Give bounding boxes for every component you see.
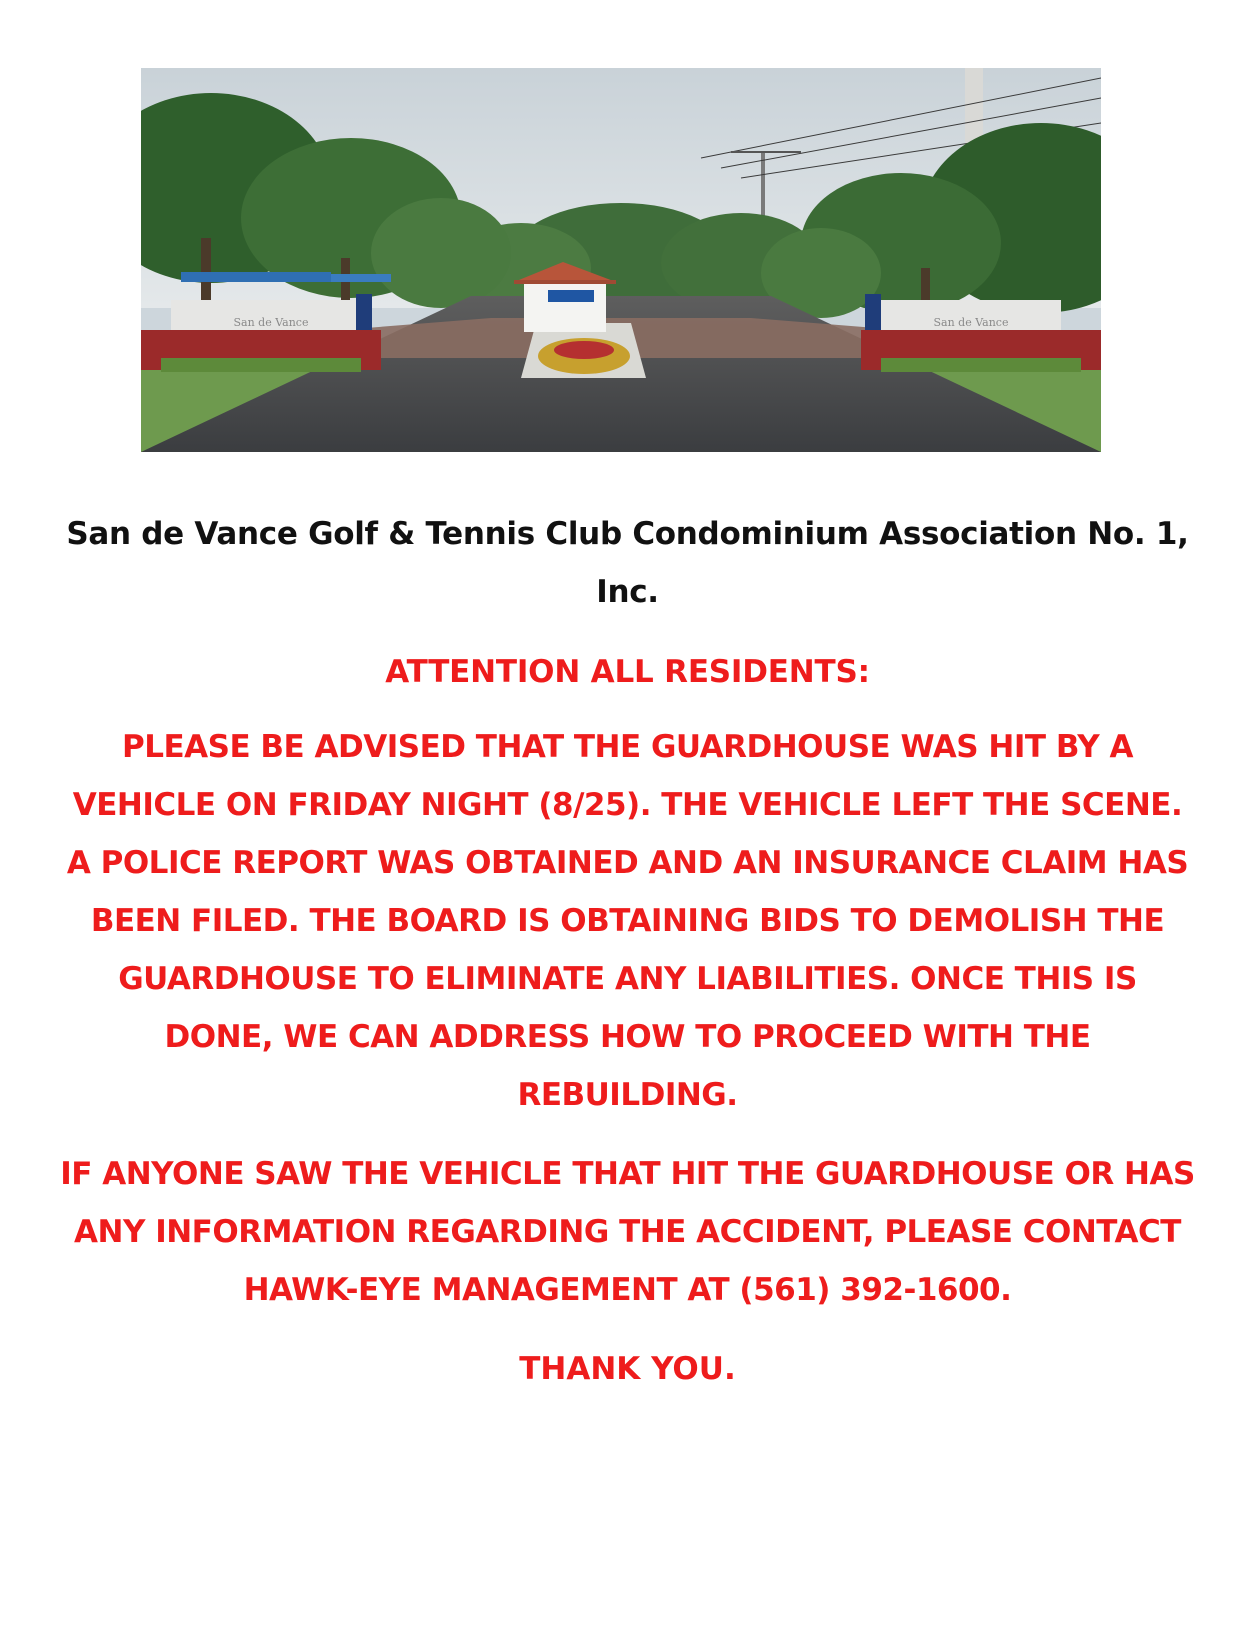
right-gate-sign: San de Vance bbox=[933, 316, 1009, 329]
left-gate-sign: San de Vance bbox=[233, 316, 309, 329]
association-name: San de Vance Golf & Tennis Club Condominium Association No. 1, Inc. bbox=[66, 516, 1189, 610]
notice-body: PLEASE BE ADVISED THAT THE GUARDHOUSE WAS HIT BY A VEHICLE ON FRIDAY NIGHT (8/25). THE VEHICLE LEFT THE SCENE. A POLICE REPORT WAS OBTAINED AND AN INSURANCE CLAIM HAS BEEN FILED. THE BOARD IS OBTAINING BIDS TO DEMOLISH THE GUARDHOUSE TO ELIMINATE ANY LIABILITIES. ONCE THIS IS DONE, WE CAN ADDRESS HOW TO PROCEED WITH THE REBUILDING. bbox=[66, 729, 1189, 1113]
contact-paragraph: IF ANYONE SAW THE VEHICLE THAT HIT THE GUARDHOUSE OR HAS ANY INFORMATION REGARDING THE ACCIDENT, PLEASE CONTACT HAWK-EYE MANAGEMENT AT (561) 392-1600. bbox=[60, 1156, 1195, 1308]
attention-heading: ATTENTION ALL RESIDENTS: bbox=[385, 654, 870, 690]
gate-entrance-photo bbox=[141, 68, 1101, 452]
closing-thanks: THANK YOU. bbox=[519, 1351, 736, 1387]
